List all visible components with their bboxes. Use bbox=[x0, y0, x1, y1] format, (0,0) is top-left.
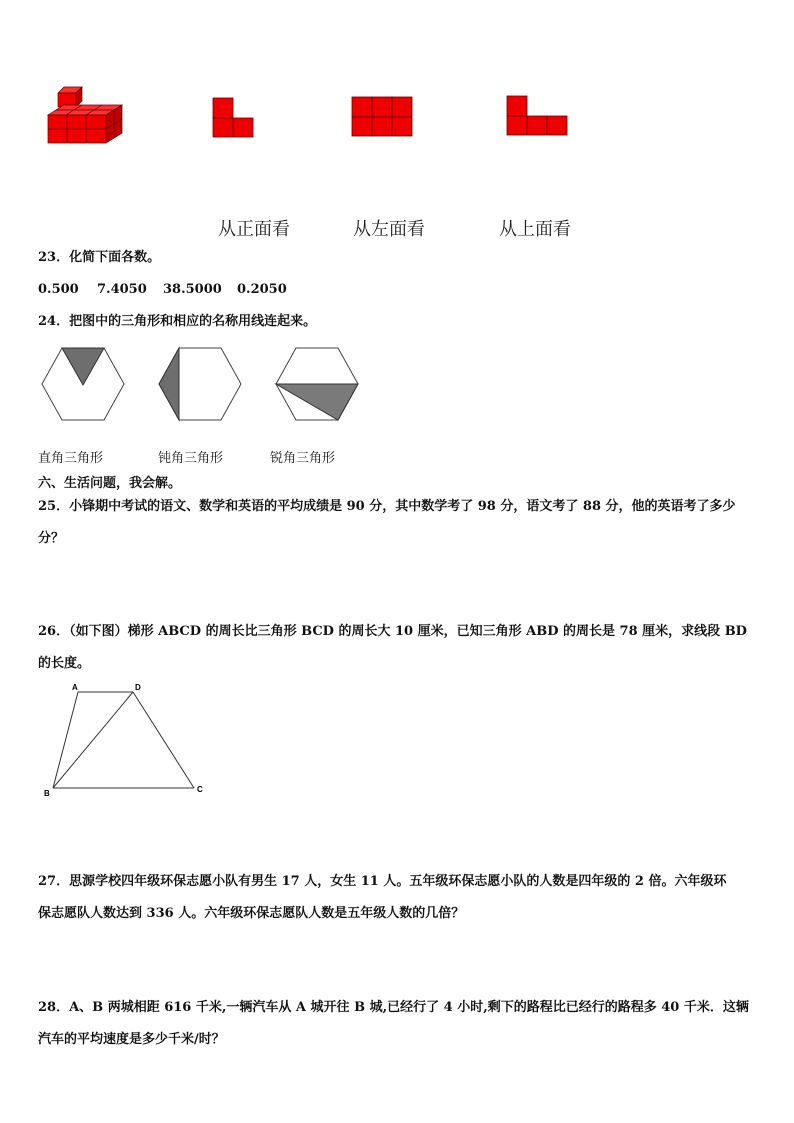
q23-number-1: 0.500 bbox=[38, 282, 79, 297]
front-view-figure bbox=[212, 97, 256, 139]
q23-title: 23．化简下面各数。 bbox=[38, 250, 161, 265]
q28-line-1: 28．A、B 两城相距 616 千米,一辆汽车从 A 城开往 B 城,已经行了 4 小时,剩下的路程比已经行的路程多 40 千米．这辆 bbox=[38, 1000, 749, 1015]
hexagon-obtuse-triangle bbox=[157, 345, 243, 423]
section-6-heading: 六、生活问题，我会解。 bbox=[38, 476, 182, 491]
vertex-a-label: A bbox=[72, 683, 78, 692]
hexagon-right-triangle bbox=[40, 345, 126, 423]
q25-line-1: 25．小锋期中考试的语文、数学和英语的平均成绩是 90 分，其中数学考了 98 分，语文考了 88 分，他的英语考了多少 bbox=[38, 499, 736, 514]
hexagon-acute-triangle bbox=[274, 345, 360, 423]
q27-line-1: 27．思源学校四年级环保志愿小队有男生 17 人，女生 11 人。五年级环保志愿小队的人数是四年级的 2 倍。六年级环 bbox=[38, 874, 727, 889]
cube-solid-figure bbox=[44, 85, 128, 147]
q23-number-4: 0.2050 bbox=[237, 282, 287, 297]
vertex-b-label: B bbox=[44, 789, 50, 798]
top-view-figure bbox=[506, 95, 570, 137]
q27-line-2: 保志愿队人数达到 336 人。六年级环保志愿队人数是五年级人数的几倍？ bbox=[38, 906, 465, 921]
left-view-figure bbox=[351, 96, 415, 138]
q23-number-3: 38.5000 bbox=[163, 282, 222, 297]
q24-title: 24．把图中的三角形和相应的名称用线连起来。 bbox=[38, 314, 317, 329]
label-right-triangle: 直角三角形 bbox=[38, 451, 104, 466]
front-view-label: 从正面看 bbox=[218, 219, 290, 240]
q28-line-2: 汽车的平均速度是多少千米/时？ bbox=[38, 1032, 225, 1047]
vertex-d-label: D bbox=[135, 683, 141, 692]
label-acute-triangle: 锐角三角形 bbox=[270, 451, 336, 466]
q25-line-2: 分？ bbox=[38, 531, 65, 546]
q26-line-1: 26．（如下图）梯形 ABCD 的周长比三角形 BCD 的周长大 10 厘米，已知三角形 ABD 的周长是 78 厘米，求线段 BD bbox=[38, 624, 747, 639]
q23-number-2: 7.4050 bbox=[97, 282, 147, 297]
label-obtuse-triangle: 钝角三角形 bbox=[158, 451, 224, 466]
q26-line-2: 的长度。 bbox=[38, 656, 91, 671]
top-view-label: 从上面看 bbox=[499, 219, 571, 240]
left-view-label: 从左面看 bbox=[353, 219, 425, 240]
vertex-c-label: C bbox=[197, 785, 203, 794]
trapezoid-diagram bbox=[40, 682, 210, 800]
